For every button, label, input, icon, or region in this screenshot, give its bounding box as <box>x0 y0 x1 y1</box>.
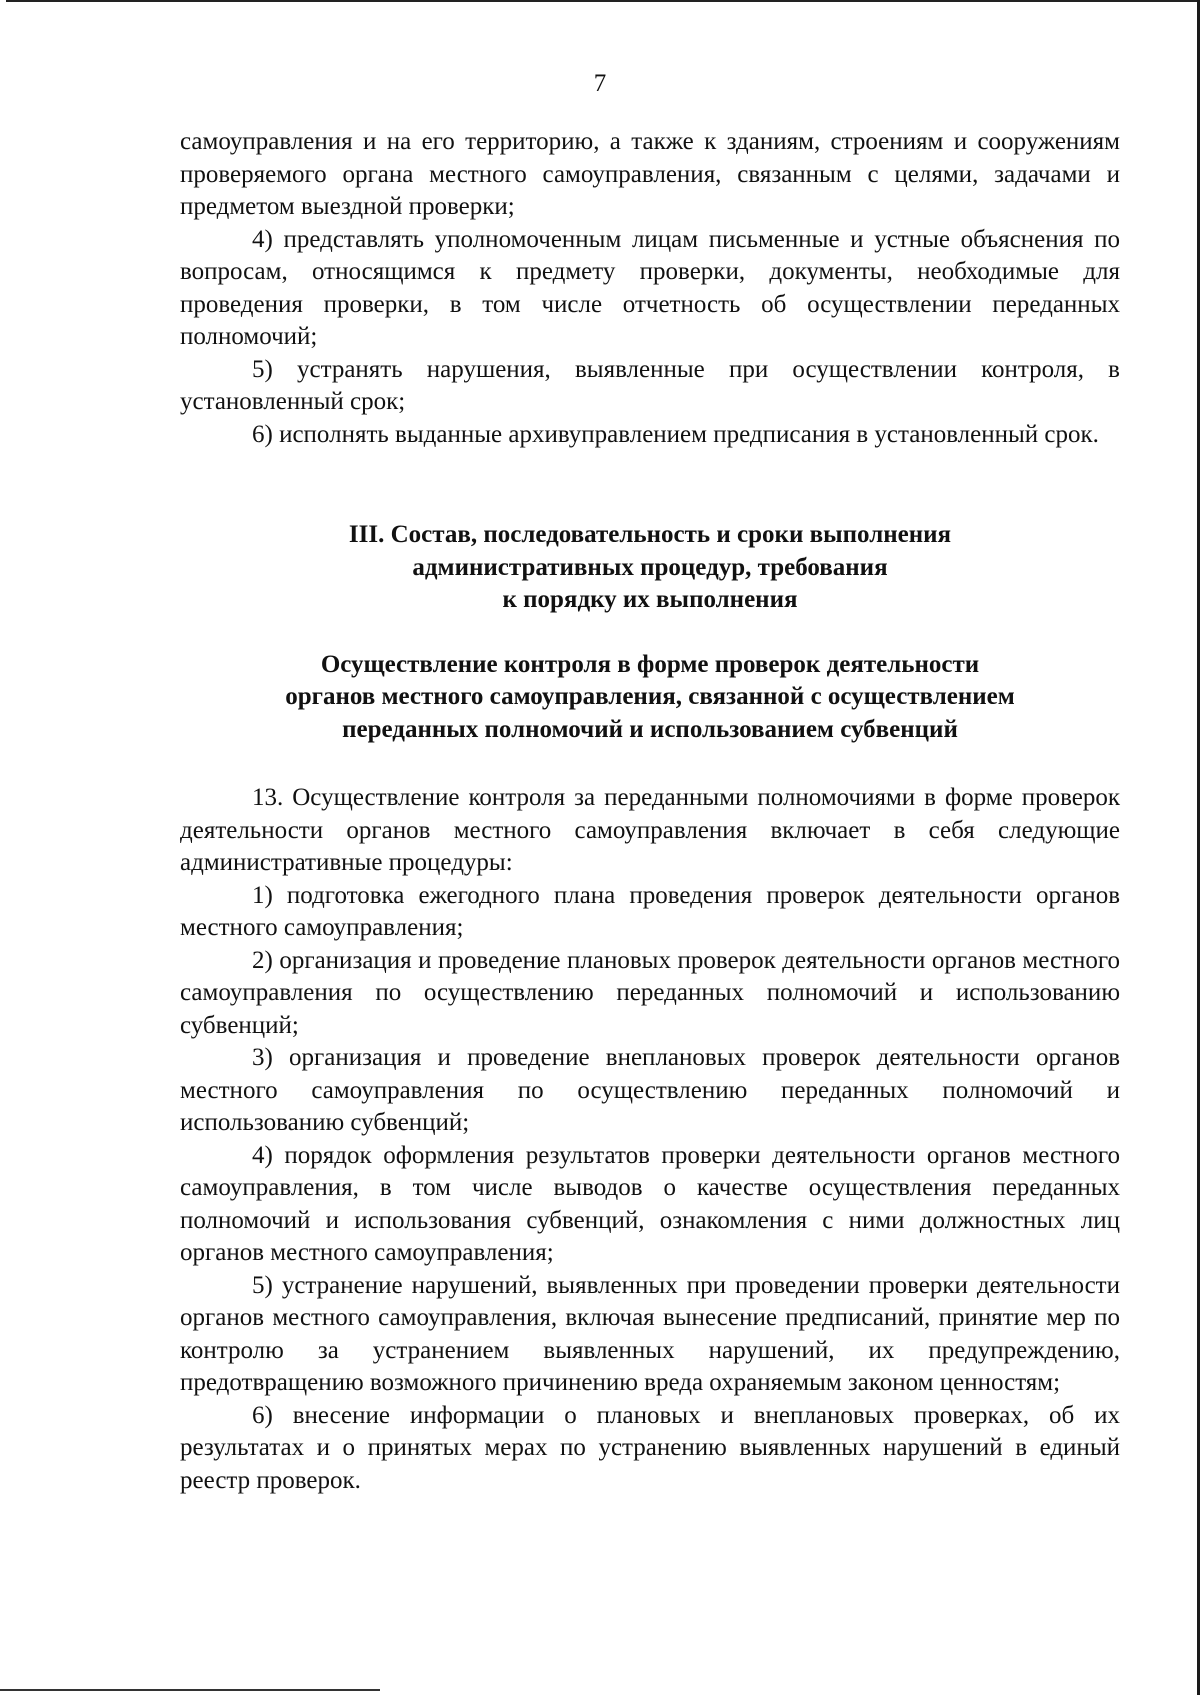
paragraph-procedure-3: 3) организация и проведение внеплановых проверок деятельности органов местного самоуправления по осуществлению переданных полномочий и использованию субвенций; <box>180 1044 1120 1136</box>
paragraph-procedure-1: 1) подготовка ежегодного плана проведения проверок деятельности органов местного самоуправления; <box>180 881 1120 941</box>
document-body <box>180 126 1120 1497</box>
paragraph-item-4: 4) представлять уполномоченным лицам письменные и устные объяснения по вопросам, относящимся к предмету проверки, документы, необходимые для проведения проверки, в том числе отчетность об осуществлении переданных полномочий; <box>180 225 1120 350</box>
section-heading <box>180 519 1120 617</box>
subsection-heading-line: переданных полномочий и использованием субвенций <box>342 715 958 743</box>
subsection-heading <box>180 649 1120 747</box>
scan-edge-top <box>6 0 1200 2</box>
subsection-heading-line: Осуществление контроля в форме проверок деятельности <box>320 650 980 678</box>
paragraph-procedure-4: 4) порядок оформления результатов проверки деятельности органов местного самоуправления, в том числе выводов о качестве осуществления переданных полномочий и использования субвенций, ознакомления с ними должностных лиц органов местного самоуправления; <box>180 1141 1120 1266</box>
paragraph-item-5: 5) устранять нарушения, выявленные при осуществлении контроля, в установленный срок; <box>180 355 1120 415</box>
section-heading-line: к порядку их выполнения <box>502 586 798 613</box>
subsection-heading-line: органов местного самоуправления, связанной с осуществлением <box>285 683 1015 710</box>
paragraph-item-6: 6) исполнять выданные архивуправлением предписания в установленный срок. <box>252 420 1099 448</box>
section-heading-line: административных процедур, требования <box>412 553 888 581</box>
section-heading-line: III. Состав, последовательность и сроки выполнения <box>348 521 952 548</box>
scan-edge-bottom <box>0 1689 380 1691</box>
paragraph-procedure-6: 6) внесение информации о плановых и внеплановых проверках, об их результатах и о принятых мерах по устранению выявленных нарушений в единый реестр проверок. <box>180 1401 1120 1494</box>
page-number: 7 <box>593 70 607 97</box>
paragraph-procedure-5: 5) устранение нарушений, выявленных при проведении проверки деятельности органов местного самоуправления, включая вынесение предписаний, принятие мер по контролю за устранением выявленных нарушений, их предупреждению, предотвращению возможного причинению вреда охраняемым законом ценностям; <box>180 1271 1120 1396</box>
paragraph-procedure-2: 2) организация и проведение плановых проверок деятельности органов местного самоуправления по осуществлению переданных полномочий и использованию субвенций; <box>180 946 1120 1039</box>
paragraph-continuation: самоуправления и на его территорию, а также к зданиям, строениям и сооружениям проверяемого органа местного самоуправления, связанным с целями, задачами и предметом выездной проверки; <box>180 128 1120 220</box>
paragraph-clause-13: 13. Осуществление контроля за переданными полномочиями в форме проверок деятельности органов местного самоуправления включает в себя следующие административные процедуры: <box>180 784 1120 876</box>
